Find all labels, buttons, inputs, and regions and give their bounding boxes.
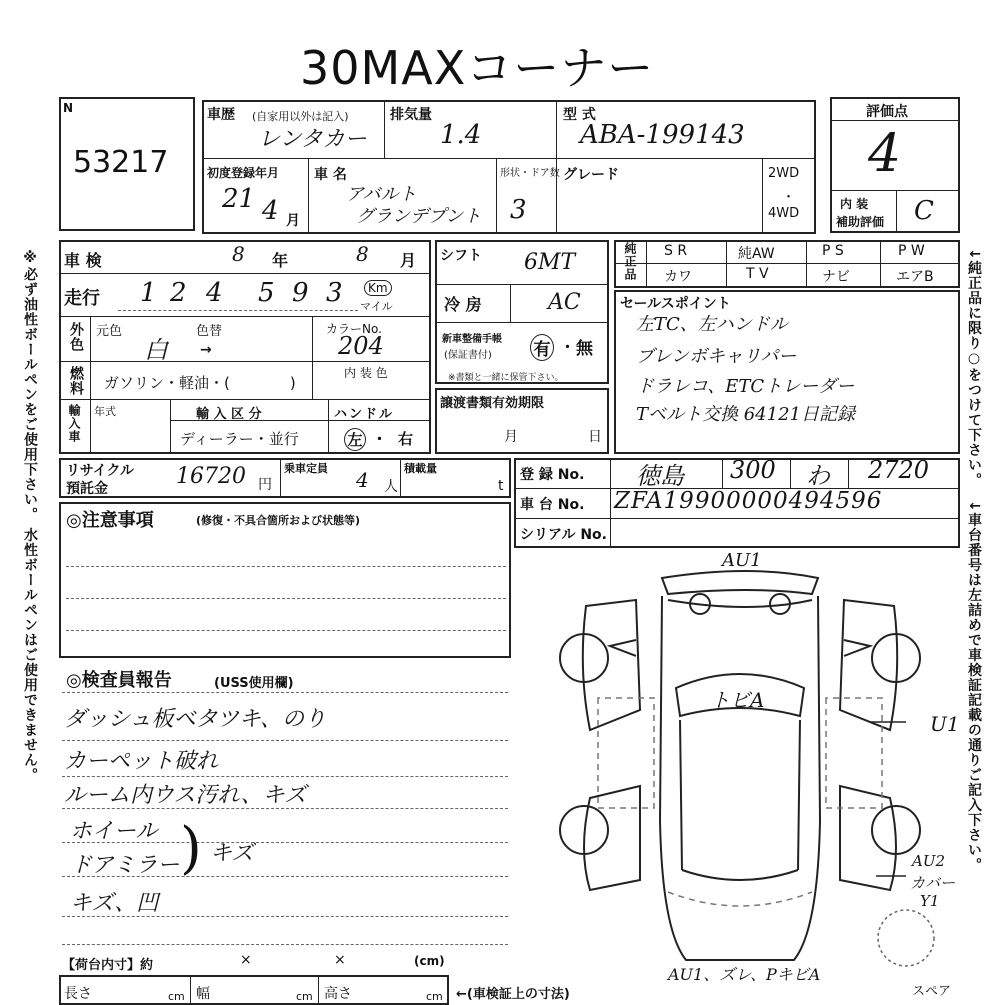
equip-pw: P W [898,243,925,259]
right-door-outline [826,698,882,808]
left-front-fender [583,600,640,730]
fuel-options: ガソリン・軽油・( ) [104,374,296,392]
spare-tire [878,910,934,966]
history-label: 車歴 [207,107,235,123]
right-rear-fender [840,786,896,890]
maint-no: 無 [576,339,593,359]
car-body [660,596,820,960]
diagram-bottom-note: AU1、ズレ、PキビA [668,965,821,984]
model-value: ABA-199143 [580,120,745,150]
capacity-unit: 人 [384,479,398,495]
color-change-label: 色替 [196,324,223,339]
inspector-line-6: キズ、凹 [70,891,159,916]
equip-navi: ナビ [822,269,850,285]
import-side-label: 輸入車 [67,404,81,443]
import-cat-label: 輸 入 区 分 [196,407,262,422]
lot-box [59,97,195,231]
recycle-unit: 円 [258,477,272,493]
transfer-label: 譲渡書類有効期限 [440,396,545,411]
color-orig-value: 白 [144,336,168,364]
mirror-left [610,640,636,656]
caution-title: ◎注意事項 [66,510,154,531]
lot-mark: N [63,101,74,115]
cargo-x2: × [334,952,346,968]
cargo-width: 幅 [196,986,210,1002]
equip-sr: S R [664,243,688,259]
cargo-length-cm: cm [168,990,185,1003]
score-value: 4 [868,124,902,184]
registration-kana: わ [806,462,830,490]
interior-label1: 内 装 [840,197,869,211]
right-note-2: ↓車台番号は左詰めで車検証記載の通りご記入下さい。 [966,500,982,873]
registration-area: 徳島 [636,462,684,490]
spare-label: スペア [912,984,952,999]
cargo-arrow-note: ←(車検証上の寸法) [456,987,570,1002]
diagram-right-note-2b: カバー [910,874,956,892]
left-rear-fender [584,786,640,890]
inspector-line-4: ホイール [70,819,158,844]
inspector-sub: (USS使用欄) [214,676,294,691]
capacity-label: 乗車定員 [284,462,328,475]
color-orig-label: 元色 [96,324,123,339]
drive-2wd: 2WD [768,166,800,181]
diagram-right-note-1: U1 [930,712,960,736]
first-reg-year: 21 [222,184,256,214]
handle-label: ハンドル [334,407,395,422]
sales-line-2: ブレンボキャリパー [636,346,797,367]
shift-value: 6MT [524,250,576,275]
maint-yes: 有 [530,334,554,361]
drive-dot: ・ [782,190,796,205]
history-value: レンタカー [258,127,367,152]
model-label: 型 式 [563,107,596,123]
sales-line-4: Tベルト交換 64121日記録 [636,404,855,425]
cargo-length: 長さ [64,986,92,1002]
diagram-right-note-2c: Y1 [920,892,940,910]
car-diagram [550,560,950,980]
car-name-label: 車 名 [314,167,347,183]
cargo-unit: (cm) [414,954,445,968]
equip-airbag: エアB [896,269,934,285]
caution-sub: (修復・不具合箇所および状態等) [196,514,361,527]
inspector-line-2: カーペット破れ [64,749,219,774]
cargo-box [59,975,449,1005]
handle-right: 右 [398,430,414,448]
color-side-label: 外色 [68,322,84,352]
load-label: 積載量 [404,462,437,475]
recycle-value: 16720 [176,464,246,489]
registration-number: 2720 [868,456,930,484]
chassis-label: 車 台 No. [520,497,585,513]
recycle-label2: 預託金 [66,481,108,497]
shift-label: シフト [440,248,482,264]
mileage-digit-1: 1 [140,278,157,308]
equip-ps: P S [822,243,844,259]
car-name-line1: アバルト [346,184,417,205]
transfer-month: 月 [504,429,518,445]
fuel-side-label: 燃料 [68,366,84,396]
maint-label2: (保証書付) [444,350,492,361]
history-sub: (自家用以外は記入) [252,110,349,123]
right-note-1: ↓純正品に限り○をつけて下さい。 [966,248,982,488]
diagram-right-note-2a: AU2 [912,852,946,870]
mileage-label: 走行 [64,288,100,309]
body-door-label: 形状・ドア数 [500,168,560,179]
mileage-unit-mile: マイル [360,300,393,313]
rear-window [682,870,798,880]
lot-number: 53217 [73,145,169,180]
registration-label: 登 録 No. [520,467,585,483]
left-note: ※必ず油性ボールペンをご使用下さい。 水性ボールペンはご使用できません。 [22,250,38,783]
color-code-value: 204 [338,332,384,360]
inspector-bracket: ) [180,816,202,881]
maint-label1: 新車整備手帳 [442,334,502,345]
page-title: 30MAXコーナー [300,41,655,95]
sales-label: セールスポイント [620,296,731,312]
inspector-bracket-note: キズ [210,841,254,866]
trunk-outline [668,892,812,906]
drive-4wd: 4WD [768,206,800,221]
mileage-digit-4: 5 [258,278,275,308]
first-reg-label: 初度登録年月 [207,166,280,180]
grade-label: グレード [563,167,619,183]
cargo-label: 【荷台内寸】約 [62,958,154,973]
inspector-line-1: ダッシュ板ベタツキ、のり [64,707,327,732]
car-doors: 3 [510,195,527,225]
front-bumper [662,571,818,594]
chassis-value: ZFA19900000494596 [614,488,883,514]
cargo-x1: × [240,952,252,968]
roof-line [680,720,800,870]
inspector-line-5: ドアミラー [70,853,180,878]
inspection-month: 8 [356,242,369,266]
interior-value: C [914,196,934,226]
registration-class: 300 [730,456,776,484]
car-name-line2: グランデプント [356,206,482,227]
inspection-year-unit: 年 [272,251,289,270]
inspection-year: 8 [232,242,245,266]
diagram-roof-note: トビA [710,688,765,712]
color-code-label: カラーNo. [326,322,382,336]
mileage-digit-3: 4 [206,278,223,308]
score-label: 評価点 [866,104,908,120]
cargo-height-cm: cm [426,990,443,1003]
serial-label: シリアル No. [520,527,607,543]
equip-aw: 純AW [738,246,775,262]
handle-left: 左 [344,428,366,451]
capacity-value: 4 [356,468,369,492]
mileage-digit-6: 3 [326,278,343,308]
maint-note: ※書類と一緒に保管下さい。 [448,373,564,383]
interior-color-label: 内 装 色 [344,366,388,380]
handle-sep: ・ [372,430,388,448]
displacement-value: 1.4 [440,120,482,150]
color-arrow: → [200,342,212,358]
first-reg-month-unit: 月 [286,213,300,229]
equip-tv: T V [746,266,769,282]
mileage-digit-5: 9 [292,278,309,308]
interior-label2: 補助評価 [836,215,885,229]
import-cat-value: ディーラー・並行 [180,430,299,448]
displacement-label: 排気量 [390,107,432,123]
right-front-fender [840,600,897,730]
load-unit: t [498,478,504,494]
cargo-height: 高さ [324,986,352,1002]
sales-line-3: ドラレコ、ETCトレーダー [636,376,855,397]
inspector-line-3: ルーム内ウス汚れ、キズ [64,783,307,808]
mileage-unit-km: Km [364,280,392,296]
left-door-outline [598,698,654,808]
mileage-digit-2: 2 [170,278,187,308]
transfer-day: 日 [588,429,602,445]
inspector-title: ◎検査員報告 [66,670,172,691]
import-year-label: 年式 [94,405,116,418]
sales-line-1: 左TC、左ハンドル [636,314,788,335]
first-reg-month: 4 [262,196,279,226]
inspection-month-unit: 月 [400,251,417,270]
equip-leather: カワ [664,269,692,285]
mirror-right [844,640,870,656]
inspection-label: 車 検 [64,251,102,270]
recycle-label1: リサイクル [66,463,135,479]
maint-sep: ・ [560,338,576,356]
equip-side-label: 純正品 [623,242,637,281]
diagram-top-note: AU1 [722,550,762,571]
aircon-value: AC [548,290,581,315]
cargo-width-cm: cm [296,990,313,1003]
aircon-label: 冷 房 [444,295,482,314]
